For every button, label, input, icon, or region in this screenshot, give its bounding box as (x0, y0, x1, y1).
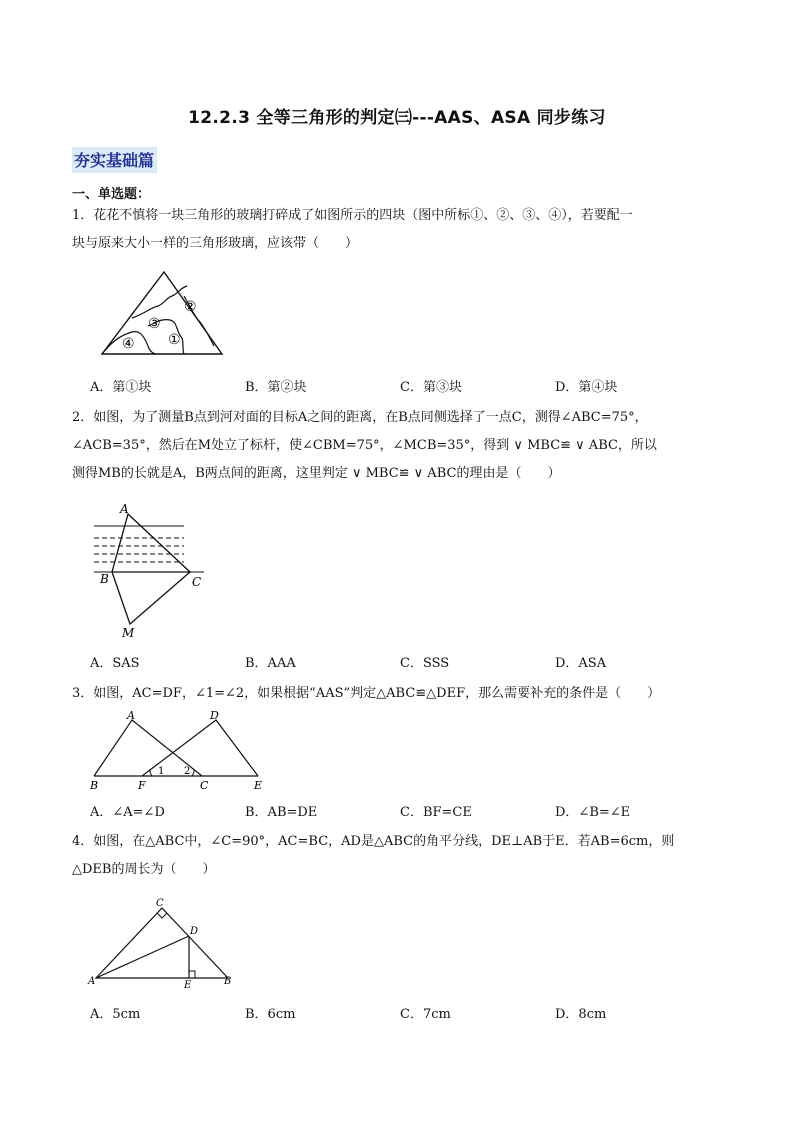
subheading: 一、单选题： (72, 187, 151, 202)
question-4 (72, 828, 727, 884)
q4-option-d[interactable]: D．8cm (555, 1007, 607, 1022)
page-title: 12.2.3 全等三角形的判定㈢---AAS、ASA 同步练习 (188, 108, 606, 128)
q2-label-a: A (120, 502, 129, 516)
question-2 (72, 404, 727, 488)
question-1 (72, 202, 727, 258)
q4-right-angle-c (157, 913, 167, 918)
q1-crack-1 (132, 286, 187, 318)
q4-option-a[interactable]: A．5cm (90, 1007, 141, 1022)
q2-triangle-abc (112, 514, 190, 572)
q4-label-c: C (156, 898, 164, 909)
section-heading: 夯实基础篇 (72, 147, 157, 173)
q1-label-1: ① (168, 332, 181, 348)
q3-option-a[interactable]: A．∠A=∠D (90, 805, 165, 820)
question-1-line-1: 1．花花不慎将一块三角形的玻璃打碎成了如图所示的四块（图中所标①、②、③、④），若要配一 (72, 208, 633, 223)
question-3-options (90, 801, 730, 821)
q3-angle-1-arc (150, 769, 152, 776)
q4-option-c[interactable]: C．7cm (400, 1007, 451, 1022)
q2-option-a[interactable]: A．SAS (90, 656, 140, 671)
question-3 (72, 680, 727, 708)
q4-label-b: B (224, 976, 232, 987)
q3-label-1: 1 (158, 766, 165, 777)
q1-triangle-outline (102, 272, 222, 354)
q2-figure-river (90, 500, 214, 644)
q1-option-d[interactable]: D．第④块 (555, 380, 618, 395)
q2-label-b: B (100, 572, 109, 586)
q4-right-angle-e (189, 971, 195, 978)
q3-label-b: B (90, 779, 99, 792)
question-3-line-1: 3．如图，AC=DF，∠1=∠2，如果根据“AAS”判定△ABC≌△DEF，那么需要补充的条件是（ ） (72, 686, 661, 701)
q1-option-b[interactable]: B．第②块 (245, 380, 307, 395)
q3-label-a: A (127, 709, 135, 722)
q3-label-f: F (138, 779, 146, 792)
q2-option-b[interactable]: B．AAA (245, 656, 296, 671)
q1-option-a[interactable]: A．第①块 (90, 380, 152, 395)
q3-option-b[interactable]: B．AB=DE (245, 805, 318, 820)
q2-label-c: C (192, 575, 202, 589)
q3-label-d: D (210, 709, 219, 722)
q4-label-d: D (190, 926, 199, 937)
question-2-line-2: ∠ACB=35°，然后在M处立了标杆，使∠CBM=75°，∠MCB=35°，得到 ∨ MBC≌ ∨ ABC，所以 (72, 438, 657, 453)
question-1-line-2: 块与原来大小一样的三角形玻璃，应该带（ ） (72, 236, 359, 251)
q4-label-e: E (184, 980, 192, 990)
question-1-options (90, 376, 730, 396)
q3-label-2: 2 (184, 766, 191, 777)
q1-option-c[interactable]: C．第③块 (400, 380, 462, 395)
q1-label-3: ③ (148, 316, 161, 332)
q1-figure-broken-glass (92, 266, 232, 360)
q1-label-2: ② (184, 299, 197, 315)
q3-angle-2-arc (192, 769, 194, 776)
q3-figure-triangles (86, 708, 266, 792)
q3-option-d[interactable]: D．∠B=∠E (555, 805, 631, 820)
q2-label-m: M (122, 626, 135, 640)
q4-option-b[interactable]: B．6cm (245, 1007, 296, 1022)
q2-triangle-mbc (112, 572, 190, 624)
question-2-line-3: 测得MB的长就是A，B两点间的距离，这里判定 ∨ MBC≌ ∨ ABC的理由是（ ） (72, 466, 561, 481)
q3-label-e: E (254, 779, 263, 792)
question-4-line-1: 4．如图，在△ABC中，∠C=90°，AC=BC，AD是△ABC的角平分线，DE⊥AB于E．若AB=6cm，则 (72, 834, 675, 849)
q2-option-c[interactable]: C．SSS (400, 656, 450, 671)
question-4-options (90, 1003, 730, 1023)
question-2-options (90, 652, 730, 672)
q3-label-c: C (200, 779, 209, 792)
question-2-line-1: 2．如图，为了测量B点到河对面的目标A之间的距离，在B点同侧选择了一点C，测得∠ABC=75°， (72, 410, 648, 425)
q4-bisector-ad (96, 936, 189, 978)
q1-label-4: ④ (122, 336, 135, 352)
q4-label-a: A (88, 976, 96, 987)
question-4-line-2: △DEB的周长为（ ） (72, 862, 216, 877)
q3-option-c[interactable]: C．BF=CE (400, 805, 472, 820)
q2-option-d[interactable]: D．ASA (555, 656, 607, 671)
q4-figure-right-triangle (86, 894, 242, 990)
